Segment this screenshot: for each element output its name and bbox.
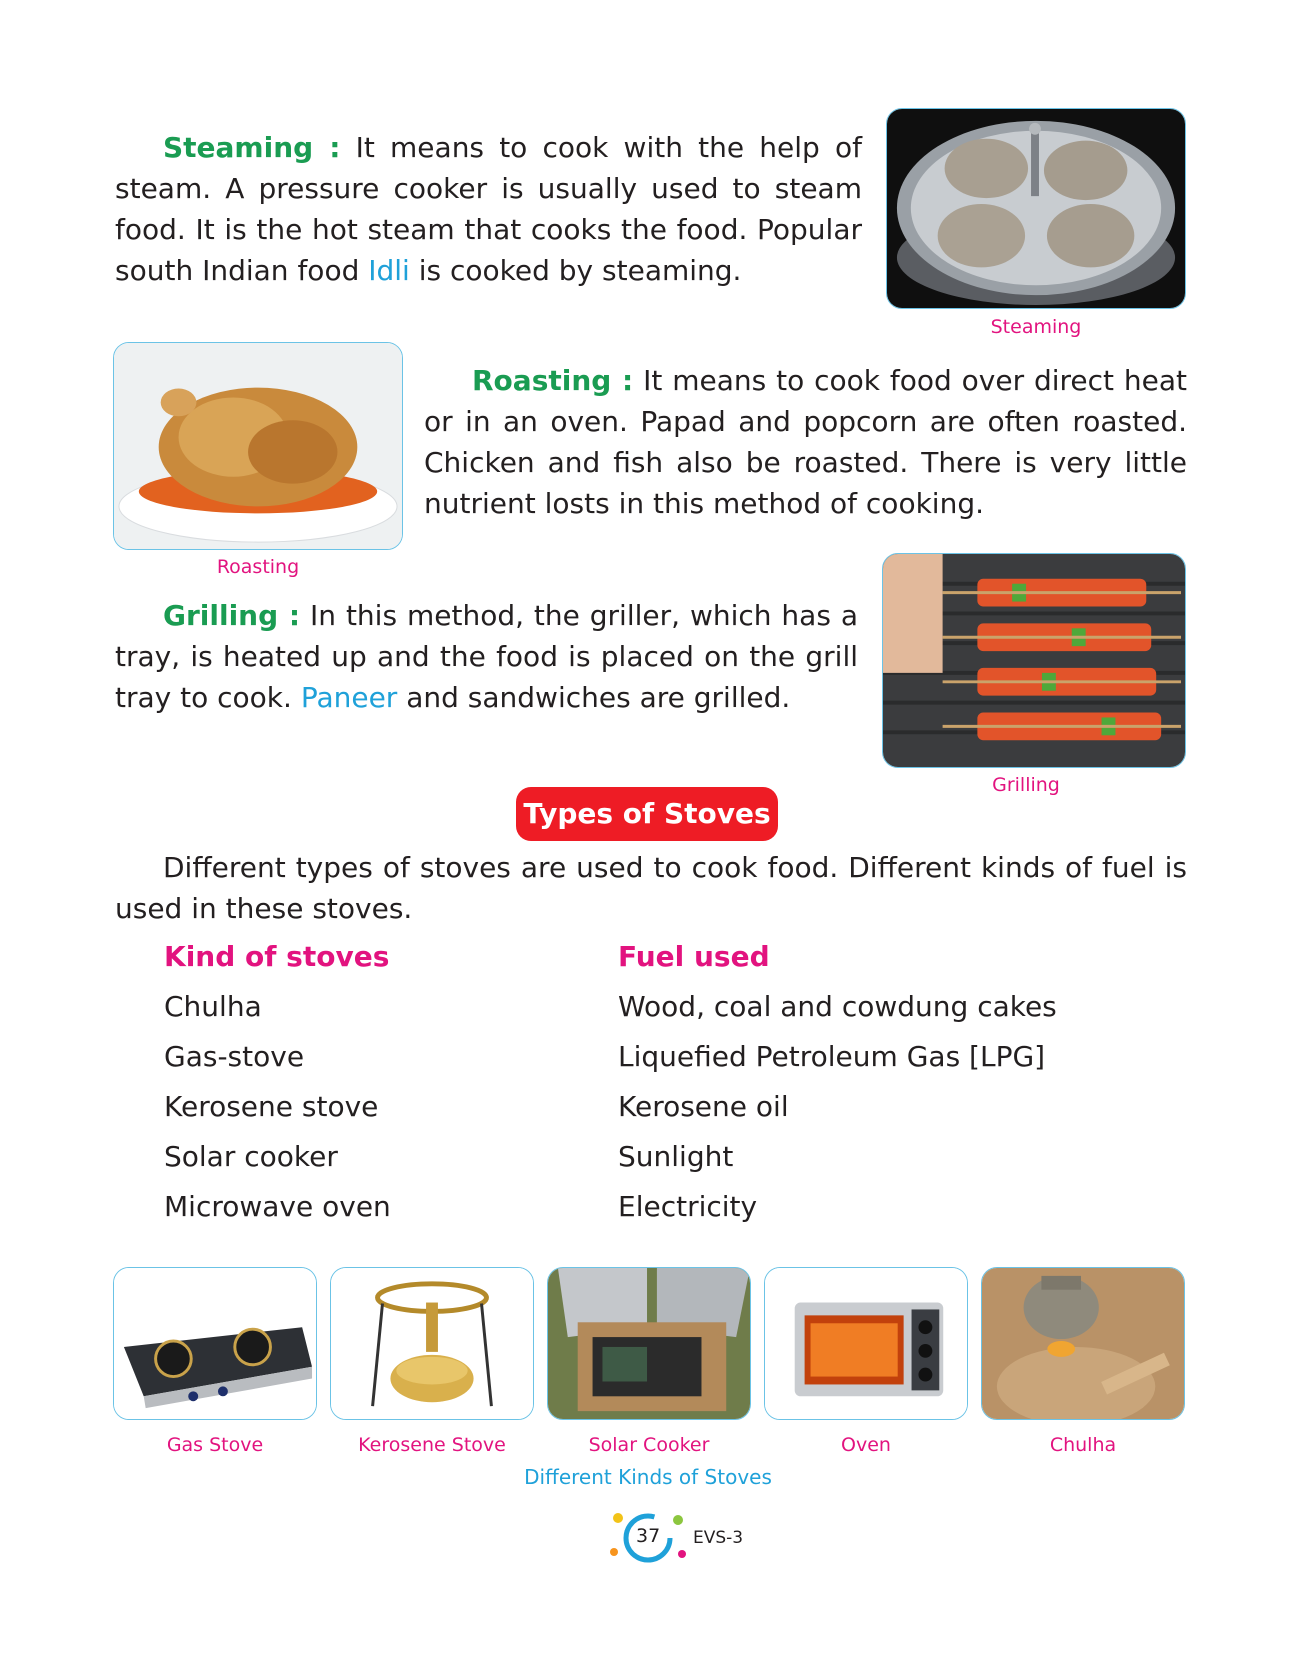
grilling-text-b: and sandwiches are grilled.: [397, 681, 791, 714]
page-number: 37: [636, 1525, 661, 1547]
kerosene-stove-photo: [330, 1267, 534, 1420]
oven-caption: Oven: [841, 1434, 891, 1456]
steaming-text-b: is cooked by steaming.: [409, 254, 742, 287]
table-cell-fuel: Electricity: [618, 1190, 758, 1223]
table-cell-stove: Microwave oven: [164, 1190, 391, 1223]
table-cell-fuel: Liquefied Petroleum Gas [LPG]: [618, 1040, 1046, 1073]
table-cell-stove: Kerosene stove: [164, 1090, 379, 1123]
solar-cooker-caption: Solar Cooker: [588, 1434, 710, 1456]
roasting-photo: [113, 342, 403, 550]
roasting-caption: Roasting: [216, 556, 300, 578]
table-cell-fuel: Sunlight: [618, 1140, 734, 1173]
oven-photo: [764, 1267, 968, 1420]
figure-caption: Different Kinds of Stoves: [524, 1465, 772, 1489]
chulha-photo: [981, 1267, 1185, 1420]
gas-stove-caption: Gas Stove: [166, 1434, 264, 1456]
steaming-paragraph: [115, 127, 862, 291]
kerosene-stove-caption: Kerosene Stove: [358, 1434, 506, 1456]
chulha-caption: Chulha: [1049, 1434, 1117, 1456]
types-of-stoves-title: Types of Stoves: [516, 787, 778, 841]
table-cell-stove: Chulha: [164, 990, 262, 1023]
steaming-text-a: It means to cook with the help of steam. A pressure cooker is usually used to steam food. It is the hot steam that cooks the food. Popular south Indian food: [115, 131, 862, 287]
roasting-paragraph: [424, 360, 1187, 524]
table-cell-fuel: Wood, coal and cowdung cakes: [618, 990, 1057, 1023]
grilling-photo: [882, 553, 1186, 768]
grilling-text-a: In this method, the griller, which has a tray, is heated up and the food is placed on the grill tray to cook.: [115, 599, 858, 714]
idli-highlight: Idli: [368, 254, 410, 287]
roasting-text: It means to cook food over direct heat or in an oven. Papad and popcorn are often roasted. Chicken and fish also be roasted. There is very little nutrient losts in this method of cooking.: [424, 364, 1188, 520]
kind-of-stoves-header: Kind of stoves: [164, 940, 390, 973]
paneer-highlight: Paneer: [300, 681, 398, 714]
stoves-intro-text: Different types of stoves are used to cook food. Different kinds of fuel is used in these stoves.: [115, 851, 1187, 925]
roasting-heading: Roasting :: [472, 364, 634, 397]
steaming-heading: Steaming :: [163, 131, 341, 164]
steaming-photo: [886, 108, 1186, 309]
fuel-used-header: Fuel used: [618, 940, 770, 973]
steaming-caption: Steaming: [990, 316, 1082, 338]
grilling-paragraph: [115, 595, 858, 718]
grilling-caption: Grilling: [992, 774, 1060, 796]
grilling-heading: Grilling :: [163, 599, 301, 632]
stoves-intro: [115, 847, 1187, 929]
book-code: EVS-3: [693, 1528, 744, 1548]
table-cell-fuel: Kerosene oil: [618, 1090, 789, 1123]
table-cell-stove: Gas-stove: [164, 1040, 305, 1073]
gas-stove-photo: [113, 1267, 317, 1420]
table-cell-stove: Solar cooker: [164, 1140, 338, 1173]
solar-cooker-photo: [547, 1267, 751, 1420]
